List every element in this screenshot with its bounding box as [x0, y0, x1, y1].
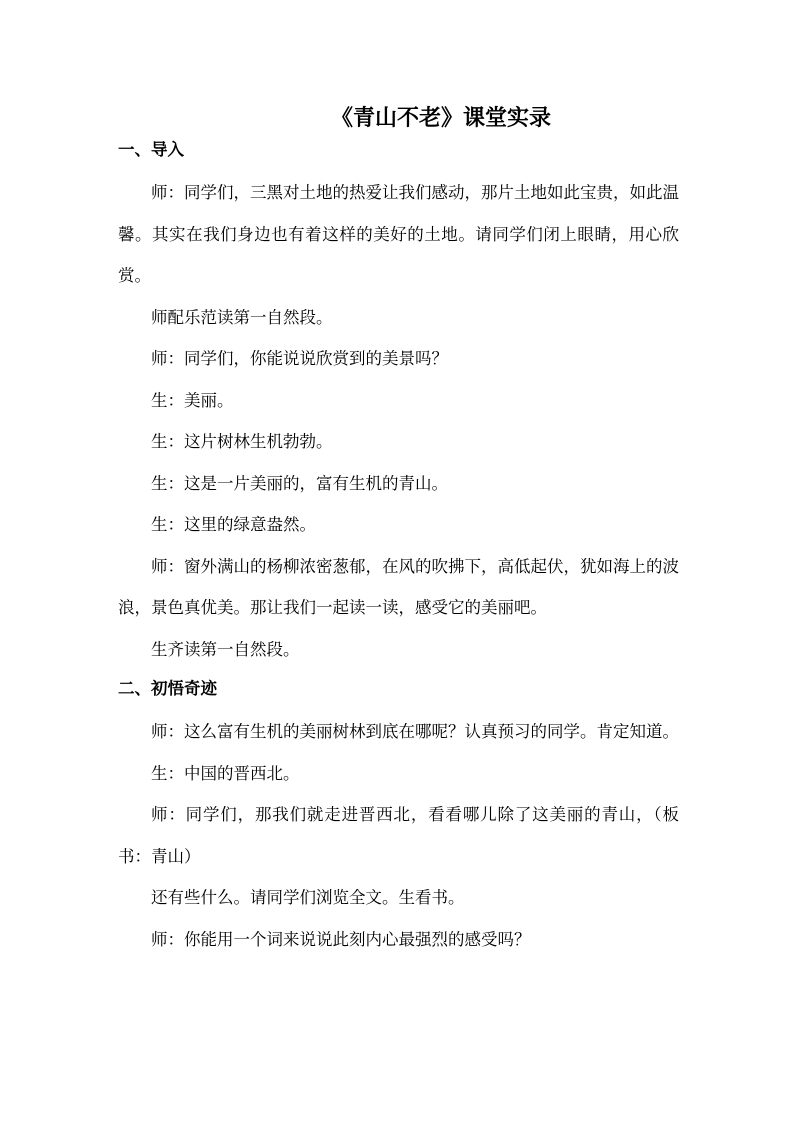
paragraph: 生齐读第一自然段。: [151, 639, 300, 659]
paragraph: 生：这里的绿意盎然。: [151, 515, 316, 534]
section-discovery: [118, 676, 679, 960]
document-title: 《青山不老》课堂实录: [330, 106, 551, 131]
paragraph: 生：这是一片美丽的，富有生机的青山。: [151, 473, 448, 493]
paragraph: 生：这片树林生机勃勃。: [151, 432, 333, 451]
paragraph: 师：窗外满山的杨柳浓密葱郁，在风的吹拂下，高低起伏，犹如海上的波浪，景色真优美。那让我们一起读一读，感受它的美丽吧。: [118, 556, 679, 617]
paragraph: 生：美丽。: [151, 390, 234, 410]
paragraph: 还有些什么。请同学们浏览全文。生看书。: [151, 888, 465, 907]
paragraph: 师：同学们，你能说说欣赏到的美景吗？: [151, 349, 448, 368]
section-heading: 二、初悟奇迹: [118, 679, 217, 698]
section-heading: 一、导入: [118, 140, 184, 159]
paragraph: 师：同学们，那我们就走进晋西北，看看哪儿除了这美丽的青山，（板书：青山）: [118, 805, 679, 866]
paragraph: 师配乐范读第一自然段。: [151, 307, 333, 327]
paragraph: 师：这么富有生机的美丽树林到底在哪呢？认真预习的同学。肯定知道。: [151, 722, 679, 741]
paragraph: 生：中国的晋西北。: [151, 763, 300, 783]
paragraph: 师：你能用一个词来说说此刻内心最强烈的感受吗？: [151, 929, 531, 949]
section-intro: [118, 137, 679, 670]
paragraph: 师：同学们，三黑对土地的热爱让我们感动，那片土地如此宝贵，如此温馨。其实在我们身边也有着这样的美好的土地。请同学们闭上眼睛，用心欣赏。: [118, 183, 679, 285]
